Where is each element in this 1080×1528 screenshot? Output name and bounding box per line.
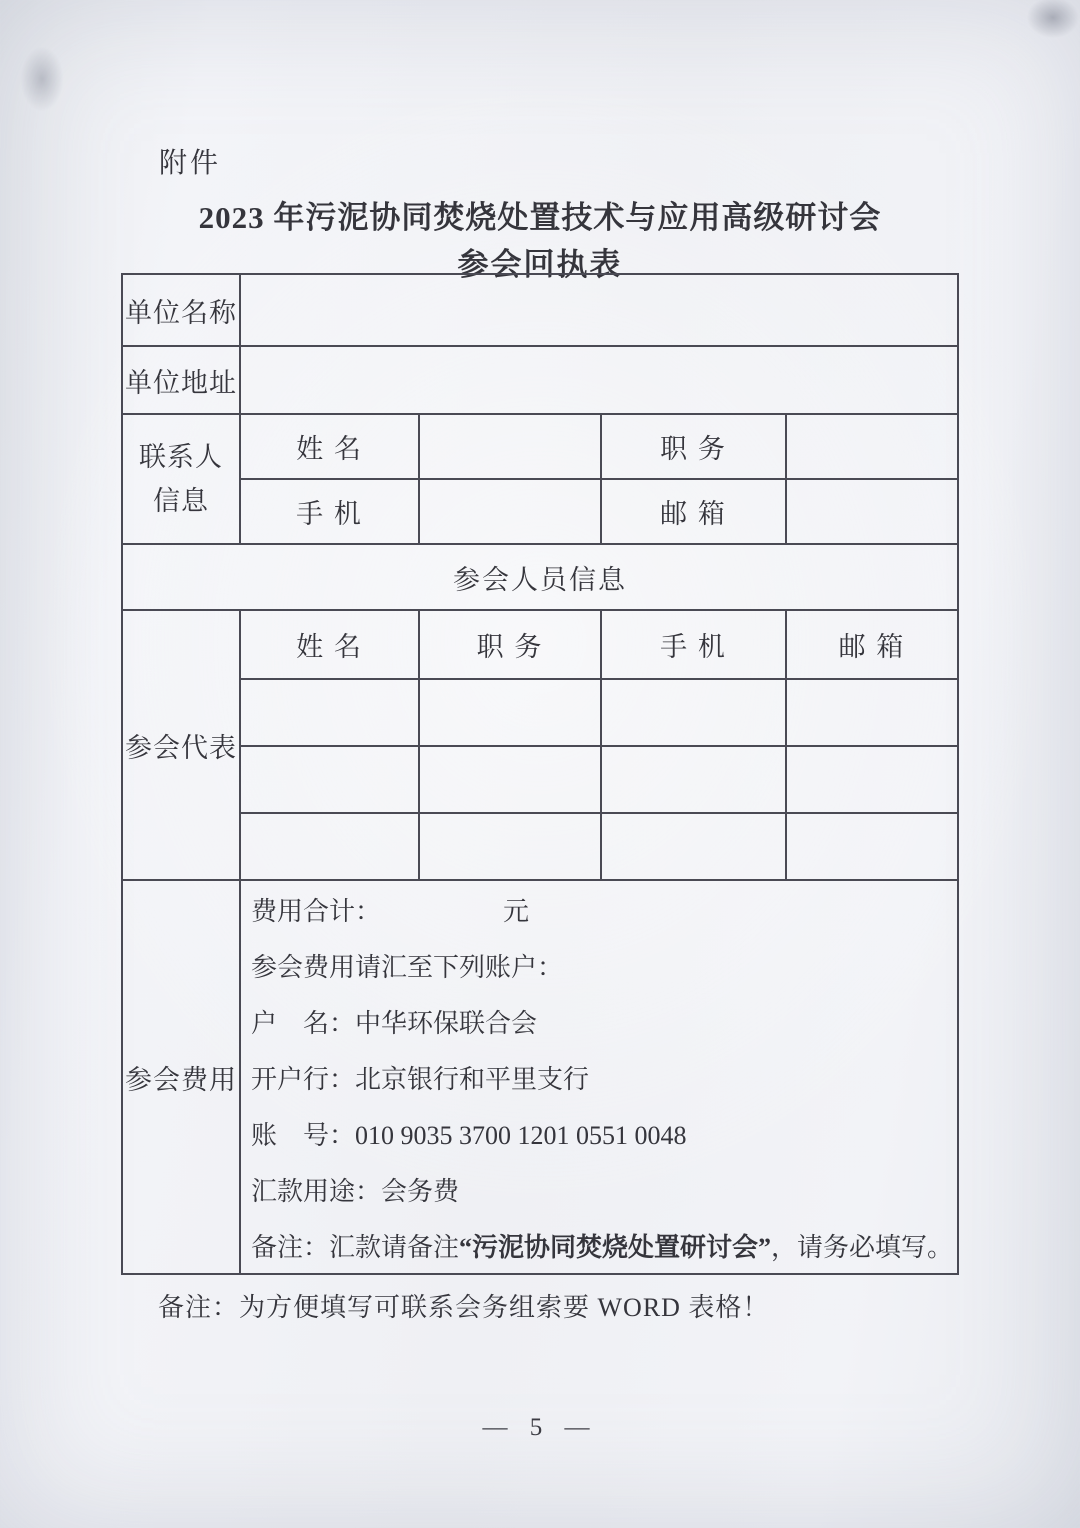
delegate-cell bbox=[601, 679, 786, 746]
delegate-cell bbox=[240, 746, 419, 813]
delegate-cell bbox=[240, 813, 419, 880]
contact-name-label: 姓 名 bbox=[240, 414, 419, 479]
contact-info-label-line2: 信息 bbox=[153, 486, 209, 516]
delegate-cell bbox=[419, 813, 601, 880]
registration-form-table bbox=[121, 273, 959, 1275]
contact-title-label: 职 务 bbox=[601, 414, 786, 479]
document-subtitle: 参会回执表 bbox=[457, 247, 623, 282]
delegate-row-1 bbox=[122, 679, 958, 746]
delegates-col-name: 姓 名 bbox=[240, 610, 419, 679]
unit-name-label: 单位名称 bbox=[122, 274, 240, 346]
delegate-cell bbox=[601, 746, 786, 813]
delegates-label: 参会代表 bbox=[122, 610, 240, 880]
unit-address-label: 单位地址 bbox=[122, 346, 240, 414]
delegate-cell bbox=[419, 746, 601, 813]
contact-email-label: 邮 箱 bbox=[601, 479, 786, 544]
contact-row-2 bbox=[122, 479, 958, 544]
contact-info-label bbox=[122, 414, 240, 544]
unit-address-value-cell bbox=[240, 346, 958, 414]
delegates-col-email: 邮 箱 bbox=[786, 610, 958, 679]
contact-title-value-cell bbox=[786, 414, 958, 479]
contact-email-value-cell bbox=[786, 479, 958, 544]
contact-mobile-label: 手 机 bbox=[240, 479, 419, 544]
participants-section-title: 参会人员信息 bbox=[122, 544, 958, 610]
footer-note: 备注：为方便填写可联系会务组索要 WORD 表格！ bbox=[158, 1293, 770, 1322]
bank-branch-line: 开户行：北京银行和平里支行 bbox=[251, 1064, 590, 1094]
remit-note-suffix: ，请务必填写。 bbox=[771, 1232, 954, 1262]
delegate-cell bbox=[601, 813, 786, 880]
fee-details-cell bbox=[240, 880, 958, 1274]
delegate-cell bbox=[786, 679, 958, 746]
unit-address-row bbox=[122, 346, 958, 414]
page-number: — 5 — bbox=[482, 1414, 598, 1441]
scan-artifact-top-right bbox=[1018, 0, 1080, 45]
remit-instruction-line: 参会费用请汇至下列账户： bbox=[251, 952, 564, 982]
unit-name-row bbox=[122, 274, 958, 346]
fee-total-unit: 元 bbox=[503, 896, 530, 926]
fee-row bbox=[122, 880, 958, 1274]
delegate-cell bbox=[419, 679, 601, 746]
document-title: 2023 年污泥协同焚烧处置技术与应用高级研讨会 bbox=[198, 200, 882, 235]
contact-row-1 bbox=[122, 414, 958, 479]
delegate-cell bbox=[240, 679, 419, 746]
delegates-col-title: 职 务 bbox=[419, 610, 601, 679]
delegates-col-mobile: 手 机 bbox=[601, 610, 786, 679]
fee-total-line bbox=[251, 881, 957, 937]
delegate-cell bbox=[786, 746, 958, 813]
remit-purpose-line: 汇款用途：会务费 bbox=[251, 1176, 460, 1206]
unit-name-value-cell bbox=[240, 274, 958, 346]
contact-name-value-cell bbox=[419, 414, 601, 479]
delegate-row-3 bbox=[122, 813, 958, 880]
account-number-line: 账 号：010 9035 3700 1201 0551 0048 bbox=[251, 1120, 687, 1150]
delegate-row-2 bbox=[122, 746, 958, 813]
contact-mobile-value-cell bbox=[419, 479, 601, 544]
participants-header-row bbox=[122, 544, 958, 610]
remit-note-emphasis: “污泥协同焚烧处置研讨会” bbox=[459, 1232, 772, 1262]
delegates-header-row bbox=[122, 610, 958, 679]
account-name-line: 户 名：中华环保联合会 bbox=[251, 1008, 538, 1038]
fee-total-label: 费用合计： bbox=[251, 896, 382, 926]
attachment-label: 附件 bbox=[159, 148, 222, 179]
scan-artifact-top-left bbox=[12, 34, 72, 124]
contact-info-label-line1: 联系人 bbox=[139, 442, 223, 472]
delegate-cell bbox=[786, 813, 958, 880]
fee-label: 参会费用 bbox=[122, 880, 240, 1274]
remit-note-line bbox=[251, 1217, 957, 1273]
remit-note-prefix: 备注：汇款请备注 bbox=[251, 1232, 460, 1262]
